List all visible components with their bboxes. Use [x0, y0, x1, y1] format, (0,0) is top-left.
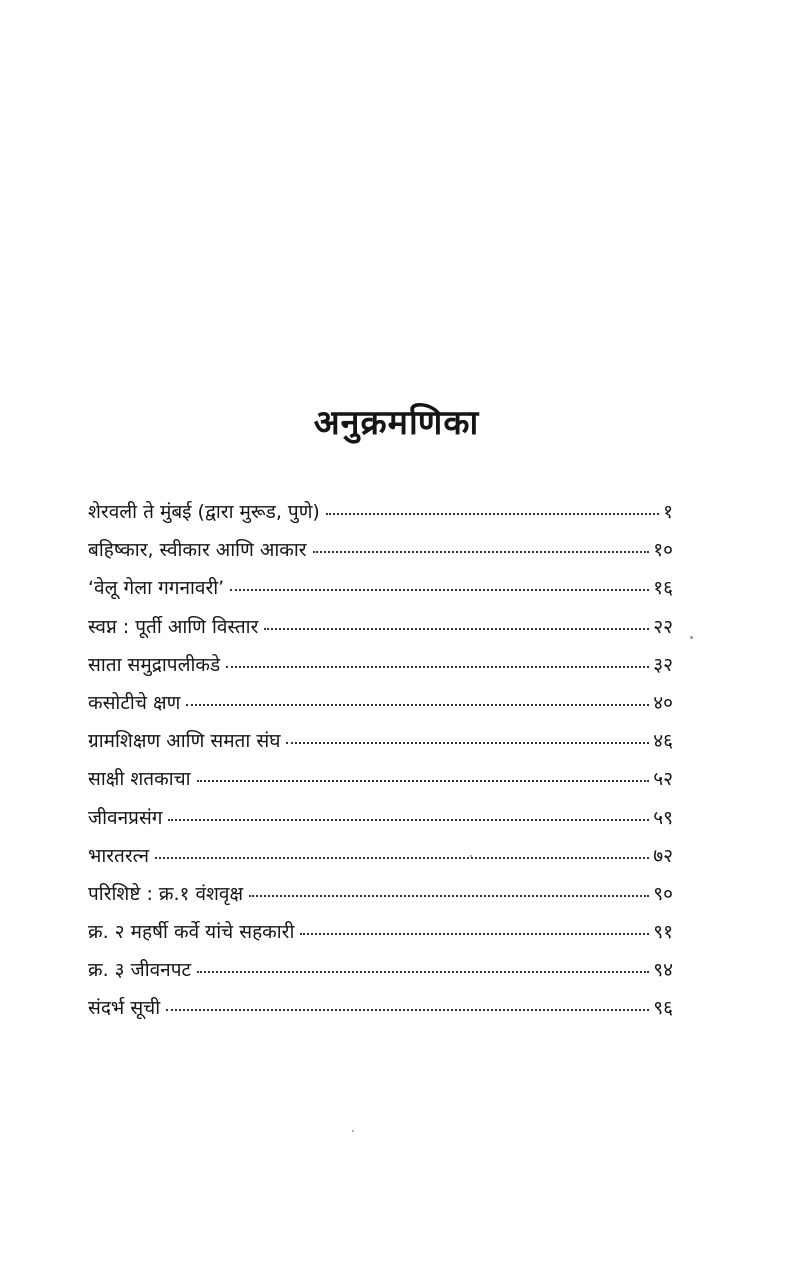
toc-entry-label: साक्षी शतकाचा	[88, 768, 191, 791]
toc-entry-page: १०	[653, 539, 673, 562]
toc-dot-leader	[168, 819, 649, 821]
toc-entry-label: भारतरत्न	[88, 844, 150, 867]
toc-entry-page: १६	[653, 577, 673, 600]
toc-dot-leader	[166, 1009, 649, 1011]
toc-entry	[88, 765, 673, 803]
toc-entry	[88, 651, 673, 689]
toc-entry	[88, 880, 673, 918]
toc-dot-leader	[197, 780, 650, 782]
toc-dot-leader	[286, 742, 649, 744]
toc-entry-label: कसोटीचे क्षण	[88, 691, 181, 714]
toc-dot-leader	[197, 971, 649, 973]
toc-entry	[88, 918, 673, 956]
toc-entry-label: परिशिष्टे : क्र.१ वंशवृक्ष	[88, 882, 244, 905]
paper-speck	[470, 855, 472, 857]
toc-entry	[88, 574, 673, 612]
toc-entry	[88, 804, 673, 842]
toc-entry-page: ९६	[653, 997, 673, 1020]
toc-dot-leader	[326, 513, 659, 515]
toc-entry-label: स्वप्न : पूर्ती आणि विस्तार	[88, 615, 259, 638]
toc-entry-page: ७२	[653, 844, 673, 867]
paper-speck	[352, 1130, 354, 1132]
toc-entry-label: शेरवली ते मुंबई (द्वारा मुरूड, पुणे)	[88, 501, 320, 523]
toc-entry-page: ३२	[653, 653, 673, 676]
toc-entry-page: ५२	[653, 768, 673, 791]
toc-entry-label: क्र. २ महर्षी कर्वे यांचे सहकारी	[88, 921, 295, 944]
toc-list	[88, 498, 673, 1033]
toc-entry-label: जीवनप्रसंग	[88, 806, 163, 829]
toc-dot-leader	[313, 551, 650, 553]
toc-entry-page: ९०	[653, 882, 673, 905]
toc-entry-label: संदर्भ सूची	[88, 997, 161, 1020]
toc-dot-leader	[226, 666, 649, 668]
toc-dot-leader	[230, 589, 649, 591]
toc-entry	[88, 842, 673, 880]
toc-entry-page: ५९	[653, 806, 673, 829]
toc-entry	[88, 956, 673, 994]
toc-entry-label: क्र. ३ जीवनपट	[88, 959, 192, 982]
toc-entry	[88, 994, 673, 1032]
toc-dot-leader	[264, 628, 649, 630]
toc-entry	[88, 689, 673, 727]
toc-entry-page: ४६	[653, 730, 673, 753]
toc-dot-leader	[155, 857, 649, 859]
toc-dot-leader	[186, 704, 649, 706]
toc-entry	[88, 613, 673, 651]
toc-entry	[88, 536, 673, 574]
toc-title: अनुक्रमणिका	[313, 403, 480, 443]
toc-entry-page: ९१	[653, 921, 673, 944]
paper-speck	[690, 636, 693, 639]
toc-entry-label: ‘वेलू गेला गगनावरी’	[88, 577, 225, 600]
toc-entry	[88, 498, 673, 536]
toc-entry	[88, 727, 673, 765]
toc-dot-leader	[300, 933, 649, 935]
toc-dot-leader	[249, 895, 649, 897]
toc-entry-page: ४०	[653, 691, 673, 714]
toc-entry-label: साता समुद्रापलीकडे	[88, 653, 221, 676]
toc-entry-label: ग्रामशिक्षण आणि समता संघ	[88, 730, 281, 753]
toc-entry-label: बहिष्कार, स्वीकार आणि आकार	[88, 539, 307, 562]
toc-entry-page: २२	[653, 615, 673, 638]
toc-entry-page: ९४	[653, 959, 673, 982]
toc-entry-page: १	[663, 501, 673, 523]
